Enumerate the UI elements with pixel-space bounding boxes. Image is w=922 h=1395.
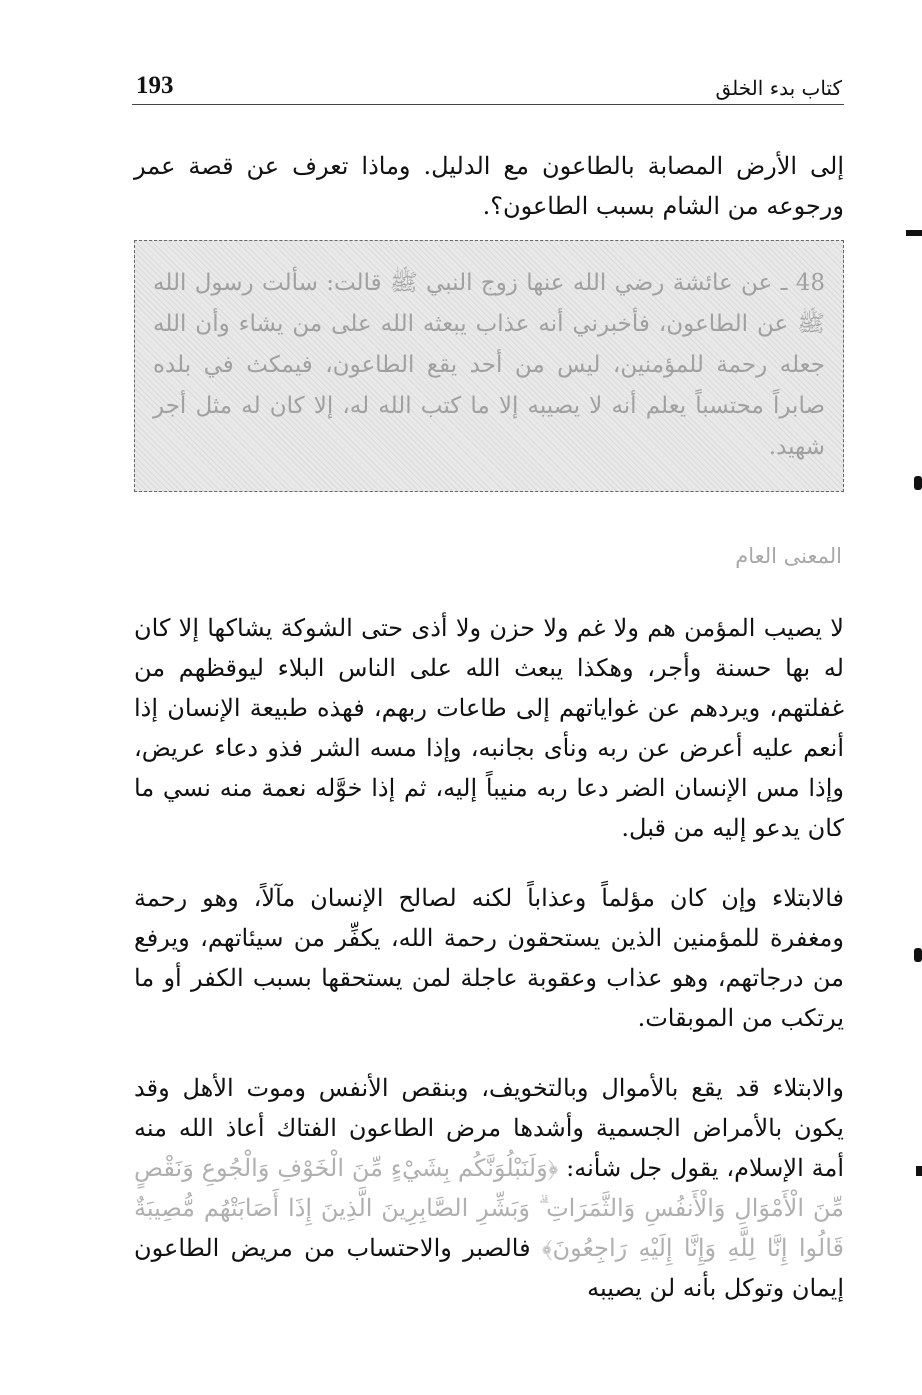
paragraph-3-text-after: فالصبر والاحتساب من مريض الطاعون إيمان وتوكل بأنه لن يصيبه bbox=[134, 1234, 844, 1302]
intro-paragraph bbox=[134, 146, 844, 226]
scan-edge-mark bbox=[906, 230, 922, 236]
paragraph-1 bbox=[134, 608, 844, 848]
hadith-box bbox=[134, 240, 844, 492]
quran-quote: ﴿وَلَنَبْلُوَنَّكُم بِشَيْءٍ مِّنَ الْخَوْفِ وَالْجُوعِ وَنَقْصٍ مِّنَ الْأَمْوَالِ وَالْأَنفُسِ وَالثَّمَرَاتِ ۗ وَبَشِّرِ الصَّابِرِينَ الَّذِينَ إِذَا أَصَابَتْهُم مُّصِيبَةٌ قَالُوا إِنَّا لِلَّهِ وَإِنَّا إِلَيْهِ رَاجِعُونَ﴾ bbox=[134, 1154, 844, 1262]
paragraph-2-text: فالابتلاء وإن كان مؤلماً وعذاباً لكنه لصالح الإنسان مآلاً، وهو رحمة ومغفرة للمؤمنين الذين يستحقون رحمة الله، يكفِّر من سيئاتهم، ويرفع من درجاتهم، وهو عذاب وعقوبة عاجلة لمن يستحقها بسبب الكفر أو ما يرتكب من الموبقات. bbox=[134, 884, 844, 1032]
scan-edge-mark bbox=[916, 1166, 922, 1176]
paragraph-2 bbox=[134, 878, 844, 1038]
intro-paragraph-text: إلى الأرض المصابة بالطاعون مع الدليل. وماذا تعرف عن قصة عمر ورجوعه من الشام بسبب الطاعون؟. bbox=[134, 152, 844, 220]
paragraph-3-body bbox=[134, 1068, 844, 1308]
section-heading: المعنى العام bbox=[735, 544, 842, 568]
scan-edge-mark bbox=[914, 476, 922, 490]
scan-edge-mark bbox=[914, 948, 922, 962]
paragraph-3 bbox=[134, 1068, 844, 1308]
hadith-text: 48 ـ عن عائشة رضي الله عنها زوج النبي ﷺ قالت: سألت رسول الله ﷺ عن الطاعون، فأخبرني أنه عذاب يبعثه الله على من يشاء وأن الله جعله رحمة للمؤمنين، ليس من أحد يقع الطاعون، فيمكث في بلده صابراً محتسباً يعلم أنه لا يصيبه إلا ما كتب الله له، إلا كان له مثل أجر شهيد. bbox=[153, 270, 825, 460]
running-title: كتاب بدء الخلق bbox=[715, 76, 842, 100]
paragraph-3-text-before: والابتلاء قد يقع بالأموال وبالتخويف، وبنقص الأنفس وموت الأهل وقد يكون بالأمراض الجسمية وأشدها مرض الطاعون الفتاك أعاذ الله منه أمة الإسلام، يقول جل شأنه: bbox=[134, 1074, 844, 1182]
page-number: 193 bbox=[136, 72, 174, 99]
paragraph-1-text: لا يصيب المؤمن هم ولا غم ولا حزن ولا أذى حتى الشوكة يشاكها إلا كان له بها حسنة وأجر، وهكذا يبعث الله على الناس البلاء ليوقظهم من غفلتهم، ويردهم عن غواياتهم إلى طاعات ربهم، فهذه طبيعة الإنسان إذا أنعم عليه أعرض عن ربه ونأى بجانبه، وإذا مسه الشر فذو دعاء عريض، وإذا مس الإنسان الضر دعا ربه منيباً إليه، ثم إذا خوَّله نعمة منه نسي ما كان يدعو إليه من قبل. bbox=[134, 614, 844, 842]
header-divider bbox=[132, 104, 844, 105]
